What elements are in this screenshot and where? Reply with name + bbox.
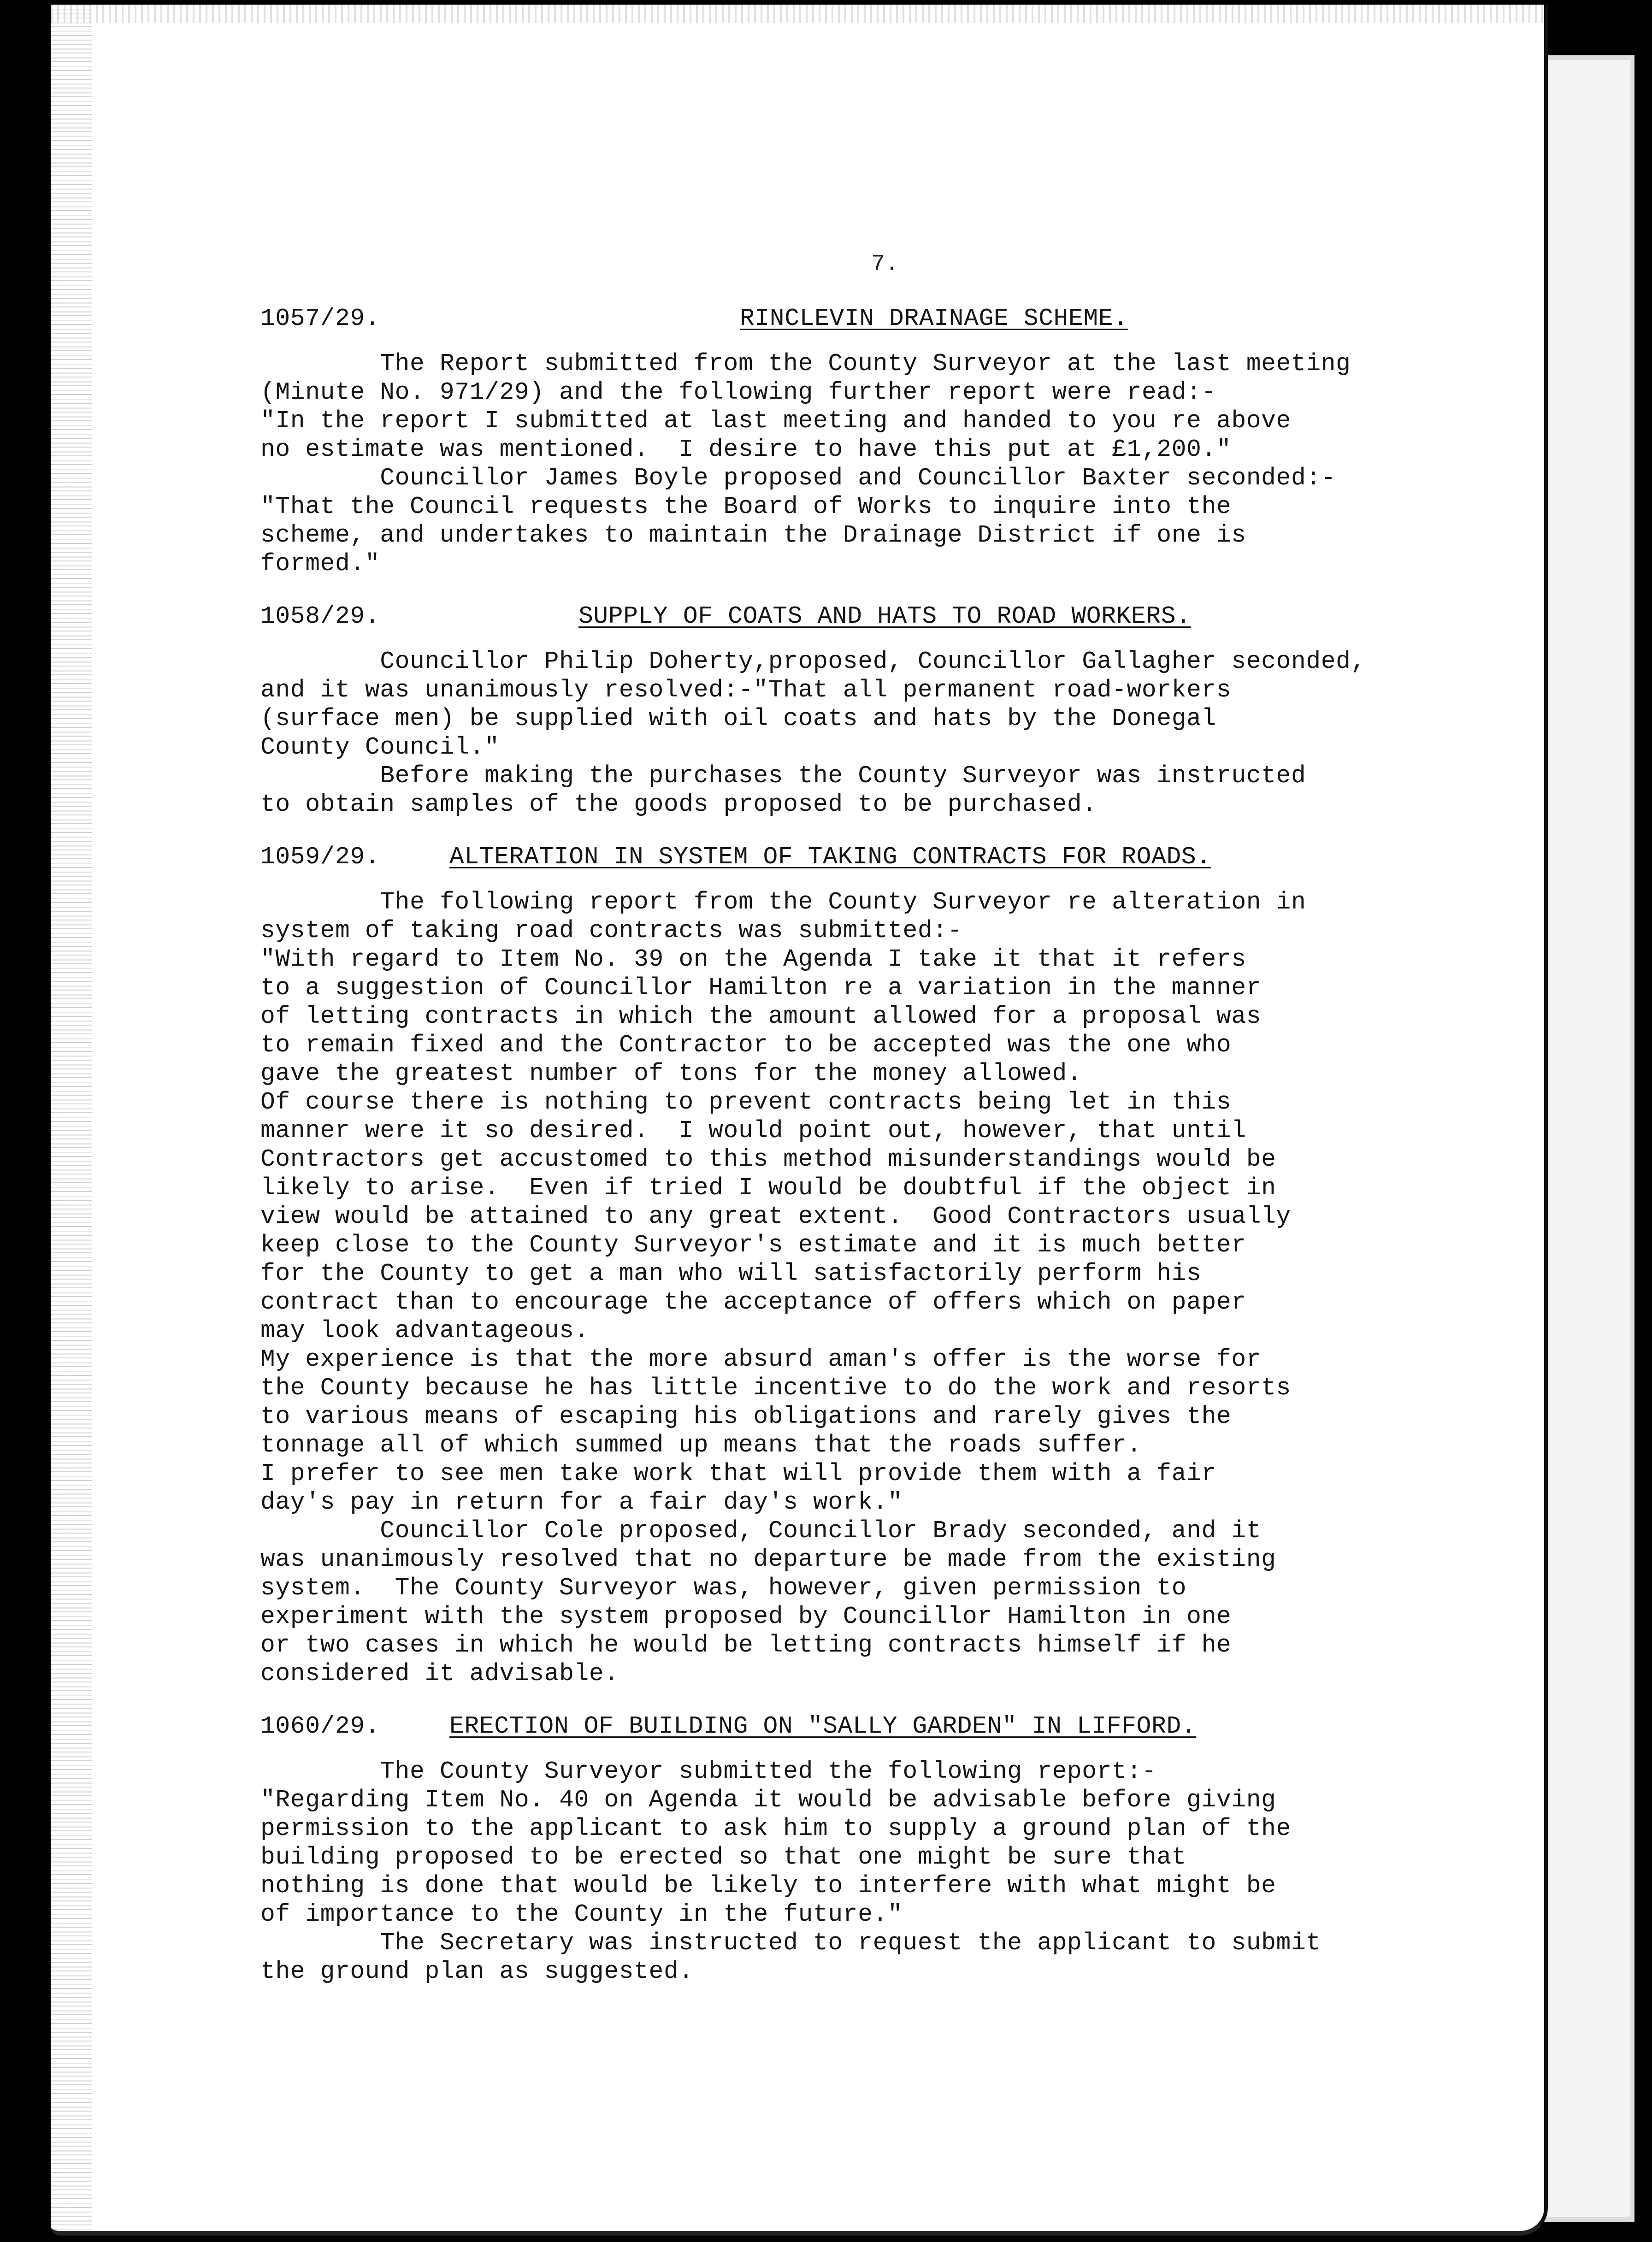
text-line: Councillor Cole proposed, Councillor Brady seconded, and it [260, 1517, 1262, 1545]
section-heading [260, 602, 1542, 631]
text-line: the ground plan as suggested. [260, 1958, 694, 1985]
text-line: building proposed to be erected so that one might be sure that [260, 1843, 1187, 1871]
text-line: system. The County Surveyor was, however, given permission to [260, 1574, 1187, 1602]
text-line: to various means of escaping his obligations and rarely gives the [260, 1403, 1232, 1430]
text-line: likely to arise. Even if tried I would be doubtful if the object in [260, 1174, 1276, 1202]
text-line: The Secretary was instructed to request the applicant to submit [260, 1929, 1321, 1957]
section-title: ALTERATION IN SYSTEM OF TAKING CONTRACTS FOR ROADS. [449, 843, 1211, 871]
text-line: I prefer to see men take work that will provide them with a fair [260, 1460, 1216, 1487]
section-title: RINCLEVIN DRAINAGE SCHEME. [740, 305, 1128, 332]
document-page [51, 5, 1548, 2236]
text-line: Councillor James Boyle proposed and Councillor Baxter seconded:- [260, 464, 1336, 492]
text-line: The Report submitted from the County Surveyor at the last meeting [260, 350, 1351, 378]
text-line: and it was unanimously resolved:-"That all permanent road-workers [260, 676, 1232, 704]
minute-number: 1060/29. [260, 1712, 380, 1740]
section-title: ERECTION OF BUILDING ON "SALLY GARDEN" IN LIFFORD. [449, 1712, 1197, 1740]
text-line: to a suggestion of Councillor Hamilton re a variation in the manner [260, 974, 1262, 1002]
text-line: "With regard to Item No. 39 on the Agenda I take it that it refers [260, 945, 1246, 973]
text-line: Before making the purchases the County Surveyor was instructed [260, 762, 1306, 790]
text-line: (Minute No. 971/29) and the following further report were read:- [260, 378, 1216, 406]
text-line: to obtain samples of the goods proposed to be purchased. [260, 791, 1097, 818]
text-line: system of taking road contracts was submitted:- [260, 917, 963, 944]
text-line: contract than to encourage the acceptance of offers which on paper [260, 1288, 1246, 1316]
text-line: keep close to the County Surveyor's estimate and it is much better [260, 1231, 1246, 1259]
section-body [260, 647, 1542, 819]
text-line: scheme, and undertakes to maintain the Drainage District if one is [260, 521, 1246, 549]
text-line: The following report from the County Surveyor re alteration in [260, 888, 1306, 916]
text-line: was unanimously resolved that no departure be made from the existing [260, 1546, 1276, 1573]
text-line: of importance to the County in the future." [260, 1900, 903, 1928]
minute-number: 1059/29. [260, 843, 380, 871]
text-line: manner were it so desired. I would point out, however, that until [260, 1117, 1246, 1145]
text-line: (surface men) be supplied with oil coats and hats by the Donegal [260, 705, 1216, 732]
minute-number: 1057/29. [260, 305, 380, 332]
text-line: My experience is that the more absurd aman's offer is the worse for [260, 1345, 1262, 1373]
text-line: nothing is done that would be likely to interfere with what might be [260, 1872, 1276, 1900]
text-line: Contractors get accustomed to this method misunderstandings would be [260, 1145, 1276, 1173]
text-line: Councillor Philip Doherty,proposed, Councillor Gallagher seconded, [260, 648, 1366, 675]
text-line: the County because he has little incentive to do the work and resorts [260, 1374, 1291, 1402]
document-body [260, 249, 1542, 1986]
section-heading [260, 843, 1542, 871]
text-line: formed." [260, 550, 380, 578]
text-line: view would be attained to any great extent. Good Contractors usually [260, 1203, 1291, 1230]
text-line: gave the greatest number of tons for the money allowed. [260, 1060, 1082, 1087]
text-line: or two cases in which he would be letting contracts himself if he [260, 1631, 1232, 1659]
section-body [260, 1757, 1542, 1986]
text-line: no estimate was mentioned. I desire to have this put at £1,200." [260, 436, 1232, 463]
section-body [260, 888, 1542, 1688]
text-line: experiment with the system proposed by Councillor Hamilton in one [260, 1603, 1232, 1630]
minute-number: 1058/29. [260, 602, 380, 630]
text-line: considered it advisable. [260, 1660, 619, 1687]
section-heading [260, 1712, 1542, 1740]
text-line: tonnage all of which summed up means that the roads suffer. [260, 1431, 1142, 1459]
section-title: SUPPLY OF COATS AND HATS TO ROAD WORKERS. [578, 602, 1191, 630]
text-line: for the County to get a man who will satisfactorily perform his [260, 1260, 1202, 1287]
text-line: Of course there is nothing to prevent contracts being let in this [260, 1088, 1232, 1116]
text-line: permission to the applicant to ask him to supply a ground plan of the [260, 1815, 1291, 1842]
text-line: to remain fixed and the Contractor to be accepted was the one who [260, 1031, 1232, 1059]
section-heading [260, 304, 1542, 333]
text-line: The County Surveyor submitted the following report:- [260, 1758, 1157, 1785]
text-line: "That the Council requests the Board of Works to inquire into the [260, 493, 1232, 520]
text-line: may look advantageous. [260, 1317, 589, 1345]
text-line: day's pay in return for a fair day's work." [260, 1488, 903, 1516]
text-line: of letting contracts in which the amount allowed for a proposal was [260, 1003, 1262, 1030]
section-body [260, 349, 1542, 578]
text-line: County Council." [260, 733, 500, 761]
text-line: "Regarding Item No. 40 on Agenda it would be advisable before giving [260, 1786, 1276, 1814]
text-line: "In the report I submitted at last meeting and handed to you re above [260, 407, 1291, 435]
page-number: 7. [871, 251, 899, 277]
